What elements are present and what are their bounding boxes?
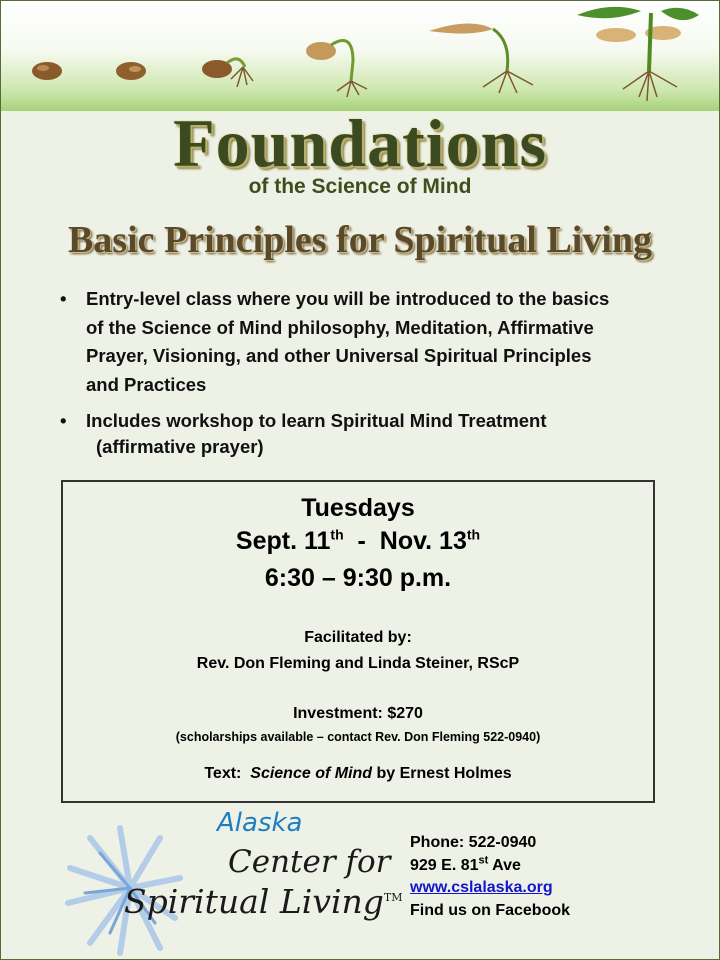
address-street: Ave [488, 856, 521, 874]
bullet-icon: • [60, 288, 67, 309]
phone-number: Phone: 522-0940 [410, 834, 537, 851]
logo-spiritual-living [124, 882, 403, 921]
schedule-box [61, 480, 655, 803]
logo-alaska: Alaska [217, 808, 303, 838]
end-date: Nov. 13 [379, 527, 467, 555]
bullet-text: of the Science of Mind philosophy, Meditation, Affirmative [86, 316, 594, 338]
contact-info [410, 832, 570, 922]
logo-spiritual-living-text: Spiritual Living [124, 882, 384, 921]
textbook-line [63, 761, 653, 787]
start-date: Sept. 11 [235, 527, 331, 555]
bullet-icon: • [60, 410, 67, 431]
course-heading: Basic Principles for Spiritual Living [67, 219, 653, 261]
investment-price: Investment: $270 [293, 705, 423, 722]
facilitated-label: Facilitated by: [304, 629, 412, 646]
scholarships-note: (scholarships available – contact Rev. Don Fleming 522-0940) [175, 730, 541, 744]
website-link[interactable]: www.cslalaska.org [410, 879, 553, 896]
date-separator: - [357, 527, 366, 555]
end-date-suffix: th [466, 526, 481, 543]
trademark-mark: TM [383, 891, 403, 904]
bullet-text: (affirmative prayer) [96, 435, 264, 457]
page-subtitle: of the Science of Mind [248, 175, 472, 198]
bullet-text: Includes workshop to learn Spiritual Mind Treatment [86, 410, 547, 431]
description-list [58, 285, 698, 466]
class-dates [63, 523, 653, 559]
logo-center-for: Center for [228, 844, 391, 880]
address-number: 929 E. 81 [410, 856, 479, 874]
seedling-growth-banner [1, 1, 719, 111]
bullet-item [58, 285, 698, 399]
textbook-author: by Ernest Holmes [376, 765, 512, 782]
class-time: 6:30 – 9:30 p.m. [264, 564, 452, 592]
address-suffix: st [478, 854, 489, 867]
center-logo [60, 808, 403, 956]
text-label: Text: [204, 765, 242, 782]
start-date-suffix: th [330, 526, 344, 543]
street-address [410, 855, 570, 878]
bullet-text: and Practices [86, 373, 207, 395]
page-title: Foundations [173, 105, 547, 181]
bullet-item [58, 407, 698, 458]
bullet-text: Prayer, Visioning, and other Universal Spiritual Principles [86, 345, 592, 366]
bullet-text: Entry-level class where you will be introduced to the basics [86, 288, 610, 309]
class-days: Tuesdays [301, 494, 415, 522]
textbook-title: Science of Mind [250, 765, 373, 782]
facilitators: Rev. Don Fleming and Linda Steiner, RScP [196, 655, 520, 672]
facebook-note: Find us on Facebook [410, 901, 571, 919]
seedling-illustration [1, 1, 719, 111]
